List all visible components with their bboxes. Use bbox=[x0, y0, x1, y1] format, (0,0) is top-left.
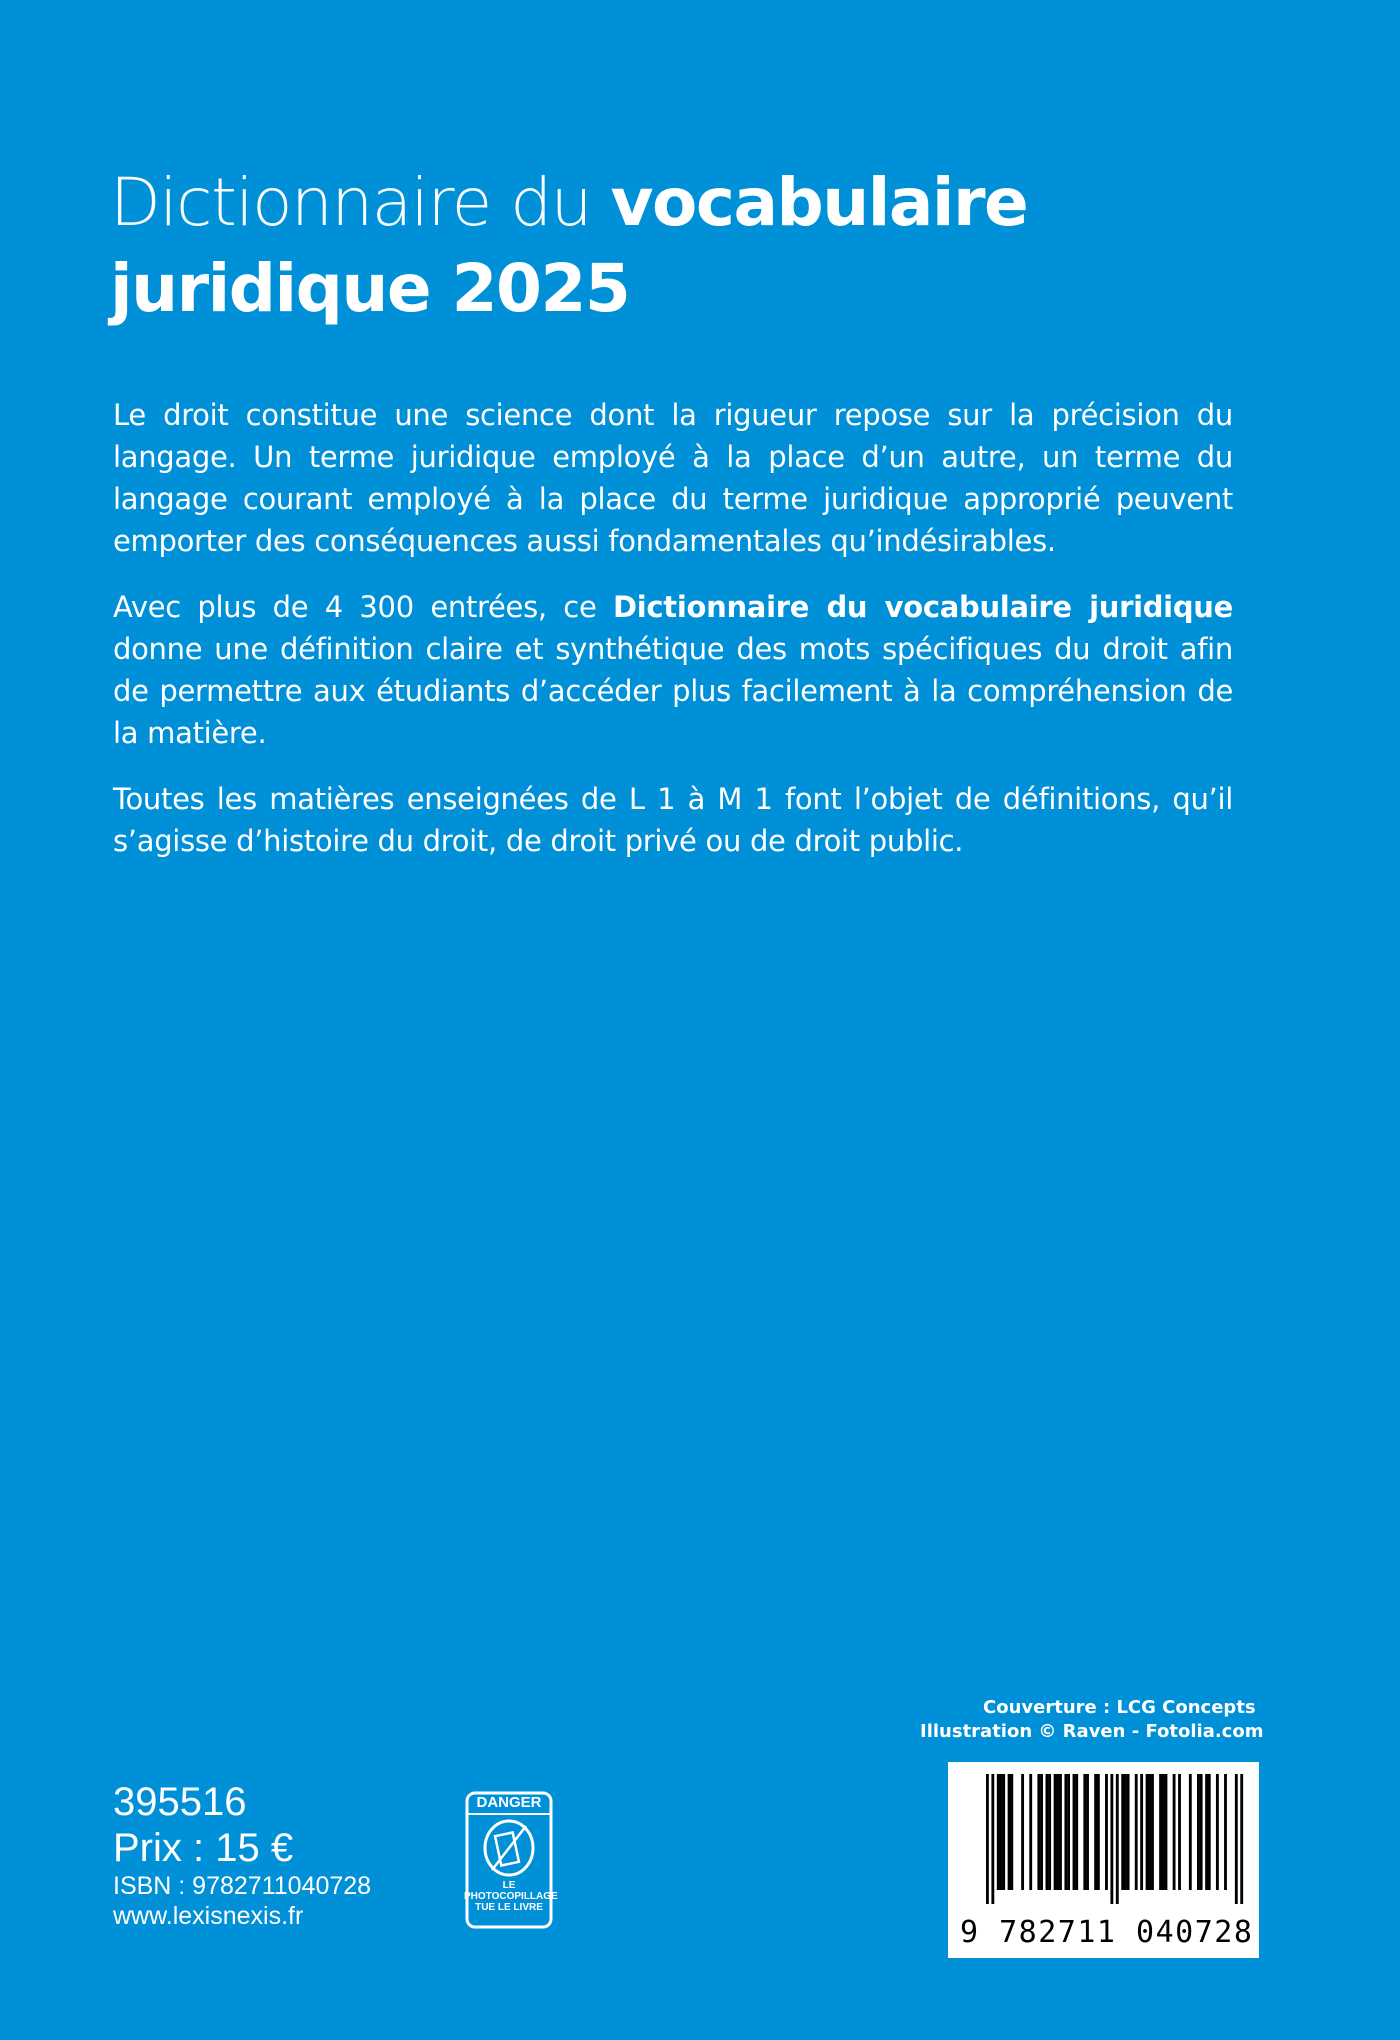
barcode-bar bbox=[1056, 1774, 1059, 1890]
barcode-bar bbox=[1073, 1774, 1076, 1890]
barcode-bar bbox=[1146, 1774, 1149, 1890]
danger-line-1: LE bbox=[502, 1880, 516, 1891]
barcode-bar bbox=[1054, 1774, 1057, 1890]
barcode-bar bbox=[1059, 1774, 1062, 1890]
barcode-bar bbox=[1116, 1774, 1119, 1904]
barcode-bar bbox=[1235, 1774, 1238, 1904]
danger-line-2: PHOTOCOPILLAGE bbox=[464, 1891, 558, 1902]
paragraph-1: Le droit constitue une science dont la rigueur repose sur la précision du langage. Un terme juridique employé à la place d’un autre, un terme du langage courant employé à la place du terme juridique approprié peuvent emporter des conséquences aussi fondamentales qu’indésirables. bbox=[113, 398, 1233, 558]
credit-cover: Couverture : LCG Concepts bbox=[983, 1697, 1256, 1718]
isbn: ISBN : 9782711040728 bbox=[113, 1872, 372, 1900]
barcode-bar bbox=[1086, 1774, 1089, 1890]
price: Prix : 15 € bbox=[113, 1826, 294, 1870]
paragraph-3: Toutes les matières enseignées de L 1 à M 1 font l’objet de définitions, qu’il s’agisse d’histoire du droit, de droit privé ou de droit public. bbox=[113, 782, 1233, 858]
cover-credits bbox=[920, 1696, 1320, 1744]
barcode-bar bbox=[1189, 1774, 1192, 1890]
barcode-bar bbox=[1173, 1774, 1176, 1890]
barcode-bar bbox=[1197, 1774, 1200, 1890]
barcode-bar bbox=[1178, 1774, 1181, 1890]
danger-label: DANGER bbox=[476, 1794, 542, 1811]
barcode-bar bbox=[1205, 1774, 1208, 1890]
credit-illustration: Illustration © Raven - Fotolia.com bbox=[920, 1721, 1264, 1742]
barcode-bar bbox=[1110, 1774, 1113, 1904]
barcode-bar bbox=[986, 1774, 989, 1904]
danger-line-3: TUE LE LIVRE bbox=[475, 1902, 543, 1913]
title-bold-part-2: juridique 2025 bbox=[110, 250, 630, 327]
barcode bbox=[948, 1762, 1259, 1958]
barcode-bar bbox=[1037, 1774, 1040, 1890]
paragraph-2-start: Avec plus de 4 300 entrées, ce bbox=[113, 590, 613, 624]
barcode-bar bbox=[1159, 1774, 1162, 1890]
barcode-bar bbox=[1124, 1774, 1127, 1890]
paragraph-2 bbox=[113, 586, 1233, 754]
barcode-bar bbox=[1148, 1774, 1151, 1890]
title-light-part: Dictionnaire du bbox=[110, 164, 591, 241]
barcode-bar bbox=[1046, 1774, 1049, 1890]
barcode-bar bbox=[1010, 1774, 1013, 1890]
barcode-bar bbox=[1162, 1774, 1165, 1890]
book-title bbox=[110, 160, 1290, 332]
barcode-bar bbox=[1224, 1774, 1227, 1890]
photocopy-danger-logo bbox=[464, 1790, 558, 1930]
barcode-bar bbox=[1029, 1774, 1032, 1890]
publication-info bbox=[113, 1779, 371, 1931]
barcode-bar bbox=[1000, 1774, 1003, 1890]
barcode-bar bbox=[1135, 1774, 1138, 1890]
barcode-bar bbox=[1165, 1774, 1168, 1890]
barcode-bar bbox=[1040, 1774, 1043, 1890]
barcode-bar bbox=[1067, 1774, 1070, 1890]
barcode-bar bbox=[997, 1774, 1000, 1890]
barcode-bar bbox=[1127, 1774, 1130, 1890]
barcode-bar bbox=[1105, 1774, 1108, 1890]
barcode-bar bbox=[1208, 1774, 1211, 1890]
paragraph-2-emphasis: Dictionnaire du vocabulaire juridique bbox=[612, 590, 1233, 624]
barcode-bar bbox=[991, 1774, 994, 1904]
barcode-bar bbox=[1083, 1774, 1086, 1890]
barcode-bar bbox=[1097, 1774, 1100, 1890]
barcode-bar bbox=[1140, 1774, 1143, 1890]
barcode-bar bbox=[1064, 1774, 1067, 1890]
danger-subtitle bbox=[464, 1880, 558, 1913]
barcode-bar bbox=[1048, 1774, 1051, 1890]
description bbox=[113, 394, 1233, 886]
title-bold-part-1: vocabulaire bbox=[610, 164, 1028, 241]
barcode-bar bbox=[1240, 1774, 1243, 1904]
paragraph-2-end: donne une définition claire et synthétique des mots spécifiques du droit afin de permettre aux étudiants d’accéder plus facilement à la compréhension de la matière. bbox=[113, 632, 1233, 750]
barcode-bar bbox=[1021, 1774, 1024, 1890]
product-code: 395516 bbox=[113, 1780, 247, 1824]
barcode-bar bbox=[1075, 1774, 1078, 1890]
barcode-bar bbox=[1008, 1774, 1011, 1890]
barcode-bar bbox=[1094, 1774, 1097, 1890]
barcode-bar bbox=[1151, 1774, 1154, 1890]
barcode-bar bbox=[1002, 1774, 1005, 1890]
barcode-bar bbox=[1216, 1774, 1219, 1890]
barcode-bar bbox=[1200, 1774, 1203, 1890]
website-link[interactable]: www.lexisnexis.fr bbox=[113, 1902, 304, 1930]
barcode-bar bbox=[1121, 1774, 1124, 1890]
barcode-digits: 9 782711 040728 bbox=[960, 1915, 1254, 1950]
barcode-bars bbox=[962, 1774, 1245, 1904]
